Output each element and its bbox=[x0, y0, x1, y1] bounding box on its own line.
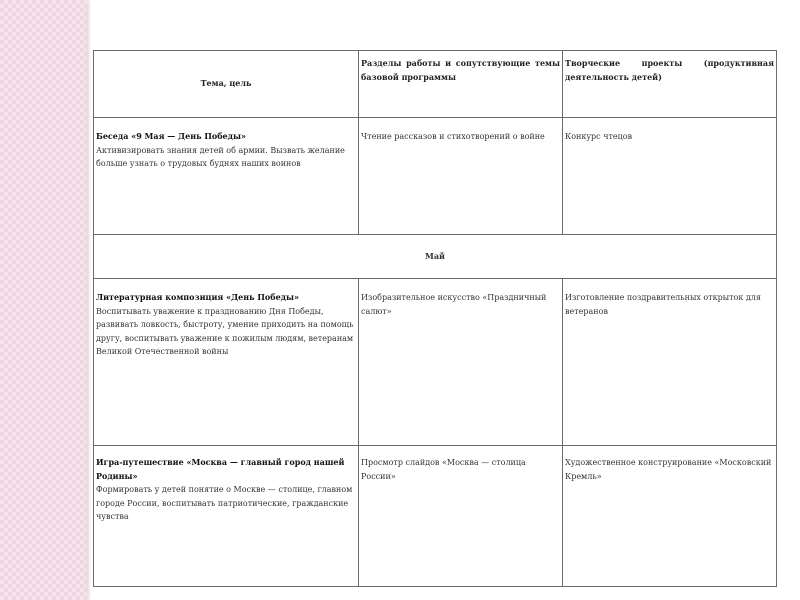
header-topic: Тема, цель bbox=[94, 51, 359, 118]
topic-goal: Воспитывать уважение к празднованию Дня Победы, развивать ловкость, быстроту, умение приходить на помощь другу, воспитывать уважение к пожилым людям, ветеранам Великой Отечественной войны bbox=[96, 306, 354, 356]
projects-cell: Художественное конструирование «Московский Кремль» bbox=[563, 446, 777, 587]
table-header-row bbox=[94, 51, 777, 118]
plan-table bbox=[93, 50, 777, 587]
header-projects: Творческие проекты (продуктивная деятельность детей) bbox=[563, 51, 777, 118]
sections-cell: Изобразительное искусство «Праздничный салют» bbox=[359, 279, 563, 446]
table-row bbox=[94, 279, 777, 446]
topic-cell bbox=[94, 279, 359, 446]
header-sections: Разделы работы и сопутствующие темы базовой программы bbox=[359, 51, 563, 118]
projects-cell: Конкурс чтецов bbox=[563, 118, 777, 235]
topic-goal: Формировать у детей понятие о Москве — столице, главном городе России, воспитывать патриотические, гражданские чувства bbox=[96, 485, 353, 521]
month-row bbox=[94, 235, 777, 279]
decorative-side-strip bbox=[0, 0, 87, 600]
month-label: Май bbox=[94, 235, 777, 279]
sections-cell: Просмотр слайдов «Москва — столица России» bbox=[359, 446, 563, 587]
topic-cell bbox=[94, 118, 359, 235]
sections-cell: Чтение рассказов и стихотворений о войне bbox=[359, 118, 563, 235]
topic-title: Литературная композиция «День Победы» bbox=[96, 292, 300, 302]
table-row bbox=[94, 118, 777, 235]
topic-title: Беседа «9 Мая — День Победы» bbox=[96, 131, 246, 141]
projects-cell: Изготовление поздравительных открыток для ветеранов bbox=[563, 279, 777, 446]
table-row bbox=[94, 446, 777, 587]
topic-goal: Активизировать знания детей об армии. Вызвать желание больше узнать о трудовых буднях наших воинов bbox=[96, 145, 345, 168]
topic-cell bbox=[94, 446, 359, 587]
topic-title: Игра-путешествие «Москва — главный город нашей Родины» bbox=[96, 457, 345, 481]
